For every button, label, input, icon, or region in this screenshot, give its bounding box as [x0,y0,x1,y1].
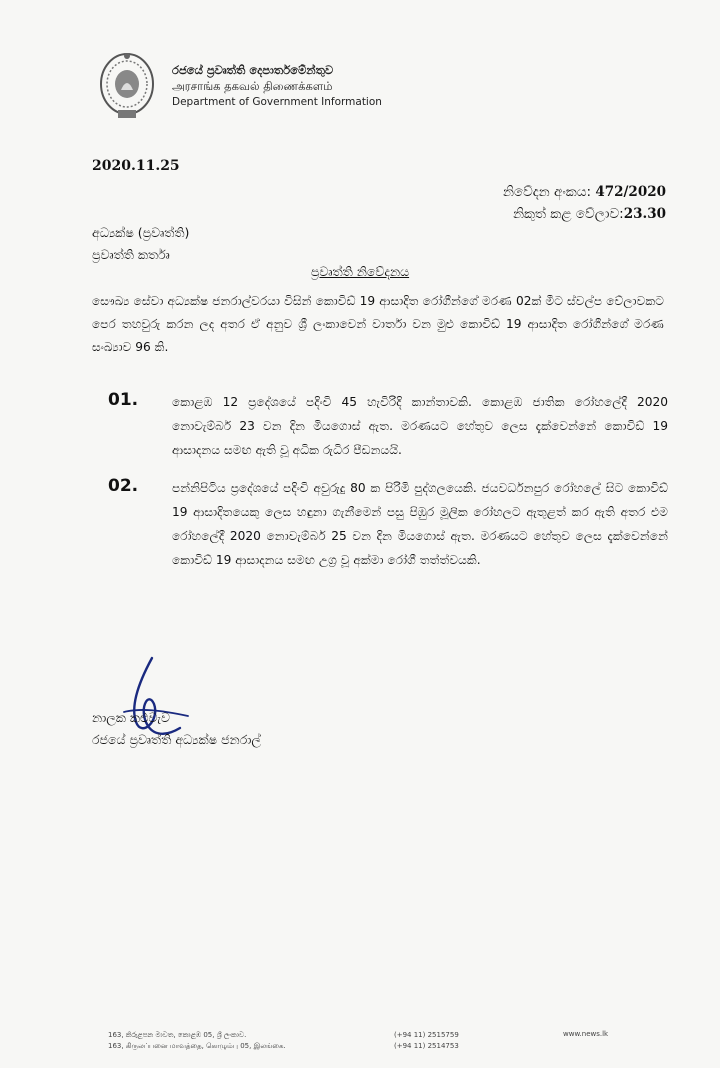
letterhead-sinhala: රජයේ ප්‍රවෘත්ති දෙපාර්තමේන්තුව [172,63,334,77]
letterhead-english: Department of Government Information [172,96,382,108]
subject-text: ප්‍රවෘත්ති නිවේදනය [310,264,410,279]
footer-phone-1: (+94 11) 2515759 [394,1031,459,1039]
letterhead-tamil: அரசாங்க தகவல் திணைக்களம் [172,79,333,93]
item-text: පන්නිපිටිය ප්‍රදේශයේ පදිංචි අවුරුදු 80 ක පිරිමි පුද්ගලයෙකි. ජයවර්ධනපුර රෝහලේ සිට කොවිඩ් 19 ආසාදිතයෙකු ලෙස හඳුනා ගැනීමෙන් පසු පිඹුර මූලික රෝහලට ඇතුළත් කර ඇති අතර එම රෝහලේදී 2020 නොවැම්බර් 25 වන දින මියගොස් ඇත. මරණයට හේතුව ලෙස දැක්වෙන්නේ කොවිඩ් 19 ආසාදනය සමඟ උග්‍ර වූ අක්මා රෝගී තත්ත්වයකි. [172,481,668,567]
reference-block [503,181,666,225]
item-number: 01. [108,390,139,410]
footer-address-tamil: 163, கிருலப்பனை மாவத்தை, கொழும்பு 05, இலங்கை. [108,1042,286,1050]
footer-phone-2: (+94 11) 2514753 [394,1042,459,1050]
signatory-name: නාලක කළුවැව [92,710,170,725]
release-time: 23.30 [623,206,666,222]
signatory-title: රජයේ ප්‍රවෘත්ති අධ්‍යක්ෂ ජනරාල් [92,732,261,747]
item-number: 02. [108,476,139,496]
addressee-line-1: අධ්‍යක්ෂ (ප්‍රවෘත්ති) [92,225,190,240]
addressee-line-2: ප්‍රවෘත්ති කර්තෘ [92,247,170,262]
subject-heading [0,264,720,280]
letterhead [96,46,496,126]
release-date: 2020.11.25 [92,158,180,174]
footer-website: www.news.lk [563,1030,609,1038]
release-number-label: නිවේදන අංකය: [502,184,592,200]
footer-address-sinhala: 163, කිරුළපන මාවත, කොළඹ 05, ශ්‍රී ලංකාව. [108,1031,247,1039]
footer [108,1030,668,1058]
footer-address [108,1030,286,1052]
release-number: 472/2020 [595,184,666,200]
release-time-label: නිකුත් කළ වේලාව: [513,206,624,222]
addressee-block [92,222,189,266]
state-emblem-icon [96,50,158,122]
footer-phones [394,1030,459,1052]
signatory-block [92,707,261,751]
item-text: කොළඹ 12 ප්‍රදේශයේ පදිංචි 45 හැවිරිදි කාන්තාවකි. කොළඹ ජාතික රෝහලේදී 2020 නොවැම්බර් 23 වන දින මියගොස් ඇත. මරණයට හේතුව ලෙස දැක්වෙන්නේ කොවිඩ් 19 ආසාදනය සමඟ ඇති වූ අධික රුධිර පීඩනයයි. [172,395,668,457]
intro-paragraph: සෞඛ්‍ය සේවා අධ්‍යක්ෂ ජනරාල්වරයා විසින් කොවිඩ් 19 ආසාදිත රෝගීන්ගේ මරණ 02ක් මීට ස්වල්ප වේලාවකට පෙර තහවුරු කරන ලද අතර ඒ අනුව ශ්‍රී ලංකාවෙන් වාර්තා වන මුළු කොවිඩ් 19 ආසාදිත රෝගීන්ගේ මරණ සංඛ්‍යාව 96 කි. [92,294,664,354]
